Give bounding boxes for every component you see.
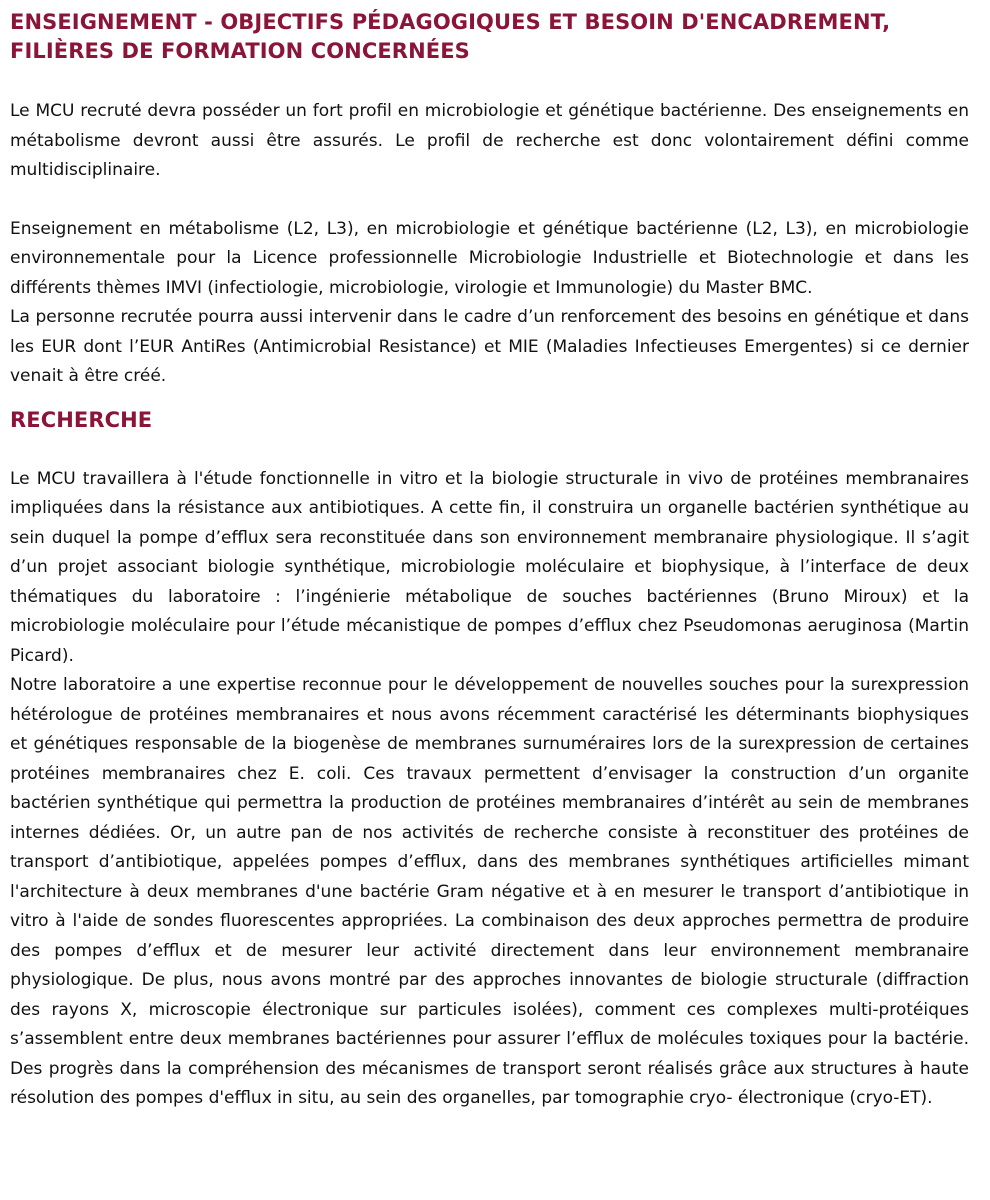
section-heading-recherche: RECHERCHE — [10, 407, 153, 432]
enseignement-paragraph-profile: Le MCU recruté devra posséder un fort profil en microbiologie et génétique bactérienne. Des enseignements en métabolisme devront aussi être assurés. Le profil de recherche est donc volontairement défini comme multidisciplinaire. — [10, 101, 969, 180]
enseignement-paragraph-courses: Enseignement en métabolisme (L2, L3), en microbiologie et génétique bactérienne (L2, L3), en microbiologie environnementale pour la Licence professionnelle Microbiologie Industrielle et Biotechnologie et dans les différents thèmes IMVI (infectiologie, microbiologie, virologie et Immunologie) du Master BMC. — [10, 218, 969, 298]
section-heading-enseignement: ENSEIGNEMENT - OBJECTIFS PÉDAGOGIQUES ET BESOIN D'ENCADREMENT, FILIÈRES DE FORMATION CONCERNÉES — [10, 10, 891, 63]
enseignement-paragraph-interventions: La personne recrutée pourra aussi intervenir dans le cadre d’un renforcement des besoins en génétique et dans les EUR dont l’EUR AntiRes (Antimicrobial Resistance) et MIE (Maladies Infectieuses Emergentes) si ce dernier venait à être créé. — [10, 307, 969, 386]
recherche-paragraph-laboratory: Notre laboratoire a une expertise reconnue pour le développement de nouvelles souches pour la surexpression hétérologue de protéines membranaires et nous avons récemment caractérisé les déterminants biophysiques et génétiques responsable de la biogenèse de membranes surnuméraires lors de la surexpression de certaines protéines membranaires chez E. coli. Ces travaux permettent d’envisager la construction d’un organite bactérien synthétique qui permettra la production de protéines membranaires d’intérêt au sein de membranes internes dédiées. Or, un autre pan de nos activités de recherche consiste à reconstituer des protéines de transport d’antibiotique, appelées pompes d’efflux, dans des membranes synthétiques artificielles mimant l'architecture à deux membranes d'une bactérie Gram négative et à en mesurer le transport d’antibiotique in vitro à l'aide de sondes fluorescentes appropriées. La combinaison des deux approches permettra de produire des pompes d’efflux et de mesurer leur activité directement dans leur environnement membranaire physiologique. De plus, nous avons montré par des approches innovantes de biologie structurale (diffraction des rayons X, microscopie électronique sur particules isolées), comment ces complexes multi-protéiques s’assemblent entre deux membranes bactériennes pour assurer l’efflux de molécules toxiques pour la bactérie. Des progrès dans la compréhension des mécanismes de transport seront réalisés grâce aux structures à haute résolution des pompes d'efflux in situ, au sein des organelles, par tomographie cryo- électronique (cryo-ET). — [10, 675, 969, 1108]
recherche-paragraph-project: Le MCU travaillera à l'étude fonctionnelle in vitro et la biologie structurale in vivo de protéines membranaires impliquées dans la résistance aux antibiotiques. A cette fin, il construira un organelle bactérien synthétique au sein duquel la pompe d’efflux sera reconstituée dans son environnement membranaire physiologique. Il s’agit d’un projet associant biologie synthétique, microbiologie moléculaire et biophysique, à l’interface de deux thématiques du laboratoire : l’ingénierie métabolique de souches bactériennes (Bruno Miroux) et la microbiologie moléculaire pour l’étude mécanistique de pompes d’efflux chez Pseudomonas aeruginosa (Martin Picard). — [10, 468, 969, 666]
document-page — [10, 0, 969, 1114]
